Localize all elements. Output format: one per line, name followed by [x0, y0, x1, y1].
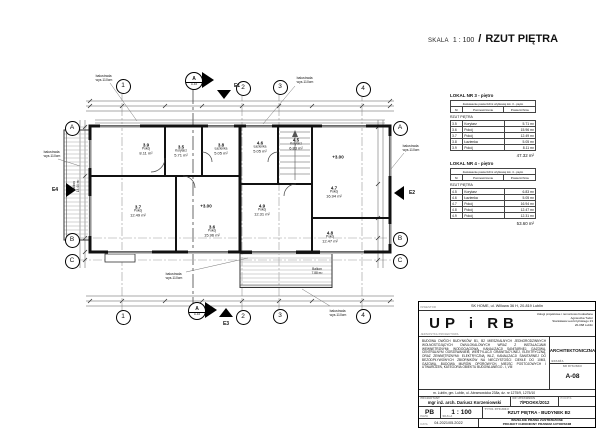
designer-cell: PROJEKTANT mgr inż. arch. Dariusz Korzeniowski — [419, 397, 511, 407]
phase-value: PB — [424, 409, 435, 417]
room-label-3-6: 3.6 Pokój 15.96 m² — [204, 224, 220, 238]
grid-bubble-3-bottom: 3 — [273, 309, 288, 324]
drawing-number: A-08 — [565, 373, 580, 381]
balustrade-note: balustrada wys.110cm — [95, 73, 113, 82]
table-section-label: RZUT PIĘTRA — [450, 183, 473, 187]
grid-bubble-4-top: 4 — [356, 82, 371, 97]
section-marker-bottom — [188, 302, 206, 320]
room-label-3-8: 3.8 Łazienka 5.05 m² — [214, 142, 228, 156]
investor-row — [419, 302, 595, 311]
table-header: Zestawienie powierzchni użytkowej lok. 4 - piętro Nr Pomieszczenie Powierzchnia — [450, 168, 536, 181]
table-row: 3.6 Pokój 15.96 m² — [452, 127, 534, 132]
room-label-3-9: 3.9 Pokój 8.11 m² — [139, 142, 153, 156]
balustrade-note: balustrada wys.110cm — [402, 143, 420, 152]
table-row: 4.6 Łazienka 5.05 m² — [452, 195, 534, 200]
designer-row — [419, 397, 595, 408]
grid-bubble-C-left: C — [65, 254, 80, 269]
balcony-label-bottom: Balkon 7.88 m² — [311, 267, 323, 275]
site-address: m. Lublin, gm. Lublin, ul. Abramowicka 238a, dz. nr 1275/9, 1275/10 — [433, 390, 536, 395]
branch-column — [549, 337, 595, 388]
grid-bubble-B-left: B — [65, 233, 80, 248]
balcony-label-left: Balkon 13.44 m² — [72, 179, 80, 193]
table-row: 3.9 Pokój 8.11 m² — [452, 145, 534, 150]
table-title: LOKAL NR 4 - piętro — [450, 161, 494, 166]
table-total: 53.60 m² — [516, 220, 534, 226]
company-logo: UP i RB — [429, 315, 519, 333]
grid-bubble-1-top: 1 — [116, 79, 131, 94]
branch-cell — [550, 337, 595, 364]
table-row: 3.8 Łazienka 5.05 m² — [452, 139, 534, 144]
grid-bubble-C-right: C — [393, 254, 408, 269]
table-row: 4.5 Korytarz 6.83 m² — [452, 189, 534, 194]
table-rows — [450, 188, 536, 219]
date-value: 04.2021/05.2022 — [434, 421, 463, 426]
section-letter: A — [186, 77, 202, 83]
scale-title-row — [419, 407, 595, 419]
level-marker: +3.00 — [200, 203, 212, 209]
section-sheet-ref: A-10 — [190, 81, 198, 86]
section-marker-top — [185, 72, 203, 90]
table-rows — [450, 120, 536, 151]
balustrade-note: balustrada wys.110cm — [329, 308, 347, 317]
scale-value: 1 : 100 — [451, 409, 472, 417]
phase-cell: FAZA PB — [419, 407, 441, 418]
scale-value: 1 : 100 — [452, 37, 475, 44]
balustrade-note: balustrada wys.110cm — [165, 271, 183, 280]
branch-value: ARCHITEKTONICZNA — [549, 347, 596, 353]
elevation-label-e4: E4 — [51, 187, 59, 193]
balustrade-note: balustrada wys.110cm — [43, 149, 61, 158]
investor-value: SK HOME, ul. Willowa 36 H, 20-819 Lublin — [471, 303, 543, 308]
balustrade-note: balustrada wys.110cm — [296, 75, 314, 84]
room-label-4-8: 4.8 Pokój 12.47 m² — [322, 230, 338, 244]
room-label-3-7: 3.7 Pokój 12.49 m² — [130, 204, 146, 218]
elevation-label-e1: E1 — [233, 83, 241, 89]
room-label-4-7: 4.7 Pokój 16.94 m² — [326, 185, 342, 199]
drawing-title-cell: TYTUŁ RYSUNKU RZUT PIĘTRA - BUDYNEK B2 — [484, 407, 571, 416]
table-section-label: RZUT PIĘTRA — [450, 115, 473, 119]
grid-bubble-A-right: A — [393, 121, 408, 136]
room-label-3-5: 3.5 Korytarz 5.71 m² — [174, 144, 188, 158]
area-table-lokal-4 — [450, 161, 536, 226]
section-letter: A — [189, 307, 205, 313]
table-row: 4.8 Pokój 12.47 m² — [452, 207, 534, 212]
room-label-4-5: 4.5 Korytarz 6.83 m² — [289, 137, 303, 151]
table-title: LOKAL NR 3 - piętro — [450, 93, 494, 98]
scale-cell: SKALA 1 : 100 — [441, 407, 483, 418]
license-cell: NR UPRAWNIEŃ 7/PDOKK/2012 — [511, 397, 559, 407]
section-sheet-ref: A-10 — [193, 311, 201, 316]
grid-bubble-2-top: 2 — [236, 81, 251, 96]
branch-label: BRANŻA — [551, 359, 564, 363]
room-label-4-6: 4.6 Łazienka 5.05 m² — [253, 140, 267, 154]
signature-cell: PODPIS — [560, 397, 572, 401]
title-block — [418, 301, 596, 428]
table-row: 4.7 Pokój 16.94 m² — [452, 201, 534, 206]
license-number: 7/PDOKK/2012 — [519, 400, 550, 406]
grid-bubble-3-top: 3 — [273, 80, 288, 95]
project-description: BUDOWA DWÓCH BUDYNKÓW B1, B2 MIESZKALNYCH JEDNORODZINNYCH WOLNOSTOJĄCYCH DWULOKALOWYCH WRAZ Z INSTALACJAMI WEWNĘTRZNYMI: WODOCIĄGOWĄ, KANALIZACJI SANITARNEJ, GAZOWĄ, CENTRALNYM OGRZEWANIEM, WENTYLACJI GRAWITACYJNEJ, ELEKTRYCZNĄ, ORAZ ZEWNĘTRZNYMI: ELEKTRYCZNĄ WLZ, KANALIZACJI SANITARNEJ DO BEZODPŁYWOWYCH ZBIORNIKÓW NA NIECZYSTOŚCI CIEKŁE DO 10M3, GAZOWĄ, BUDOWA MURÓW OPOROWYCH, MIEJSC POSTOJOWYCH I UTWARDZEŃ, KATEGORIA OBIEKTU BUDOWLANEGO - I, VIII — [422, 338, 546, 370]
grid-bubble-1-bottom: 1 — [116, 310, 131, 325]
drawing-number-label: NR RYSUNKU — [562, 365, 583, 369]
drawing-number-cell — [550, 364, 595, 388]
address-row — [419, 390, 595, 397]
room-label-4-9: 4.9 Pokój 12.31 m² — [254, 203, 270, 217]
grid-bubble-4-bottom: 4 — [356, 309, 371, 324]
designer-name: mgr inż. arch. Dariusz Korzeniowski — [427, 400, 502, 406]
investor-label: INWESTOR — [420, 306, 437, 310]
date-copyright-row — [419, 419, 595, 427]
copyright-notice: WSZELKIE PRAWA ZASTRZEŻONE PROJEKT CHRONIONY PRAWEM AUTORSKIM — [502, 418, 572, 427]
studio-row — [419, 311, 595, 338]
table-row: 3.7 Pokój 12.49 m² — [452, 133, 534, 138]
grid-bubble-A-left: A — [65, 121, 80, 136]
table-header: Zestawienie powierzchni użytkowej lok. 3 - piętro Nr Pomieszczenie Powierzchnia — [450, 100, 536, 113]
drawing-title: RZUT PIĘTRA - BUDYNEK B2 — [507, 410, 571, 416]
scale-label: SKALA — [428, 38, 449, 44]
table-row: 4.9 Pokój 12.31 m² — [452, 213, 534, 218]
studio-info: Usługi projektowe i remontowo budowlane Agnieszka Tudor Stanisława Leszczyńskiego 23 20-068 Lublin — [536, 311, 593, 328]
level-marker: +3.00 — [332, 154, 344, 160]
title-separator: / — [478, 33, 482, 45]
project-row — [419, 337, 595, 389]
page-title: RZUT PIĘTRA — [485, 33, 559, 45]
table-row: 3.5 Korytarz 5.71 m² — [452, 121, 534, 126]
grid-bubble-B-right: B — [393, 232, 408, 247]
area-table-lokal-3 — [450, 93, 536, 158]
table-total: 47.32 m² — [516, 152, 534, 158]
date-cell: DATA 04.2021/05.2022 — [419, 419, 479, 427]
elevation-label-e2: E2 — [408, 190, 416, 196]
grid-bubble-2-bottom: 2 — [236, 310, 251, 325]
studio-label: JEDNOSTKA PROJEKTOWA — [420, 332, 459, 336]
elevation-label-e3: E3 — [222, 321, 230, 327]
sheet-header — [428, 33, 558, 45]
